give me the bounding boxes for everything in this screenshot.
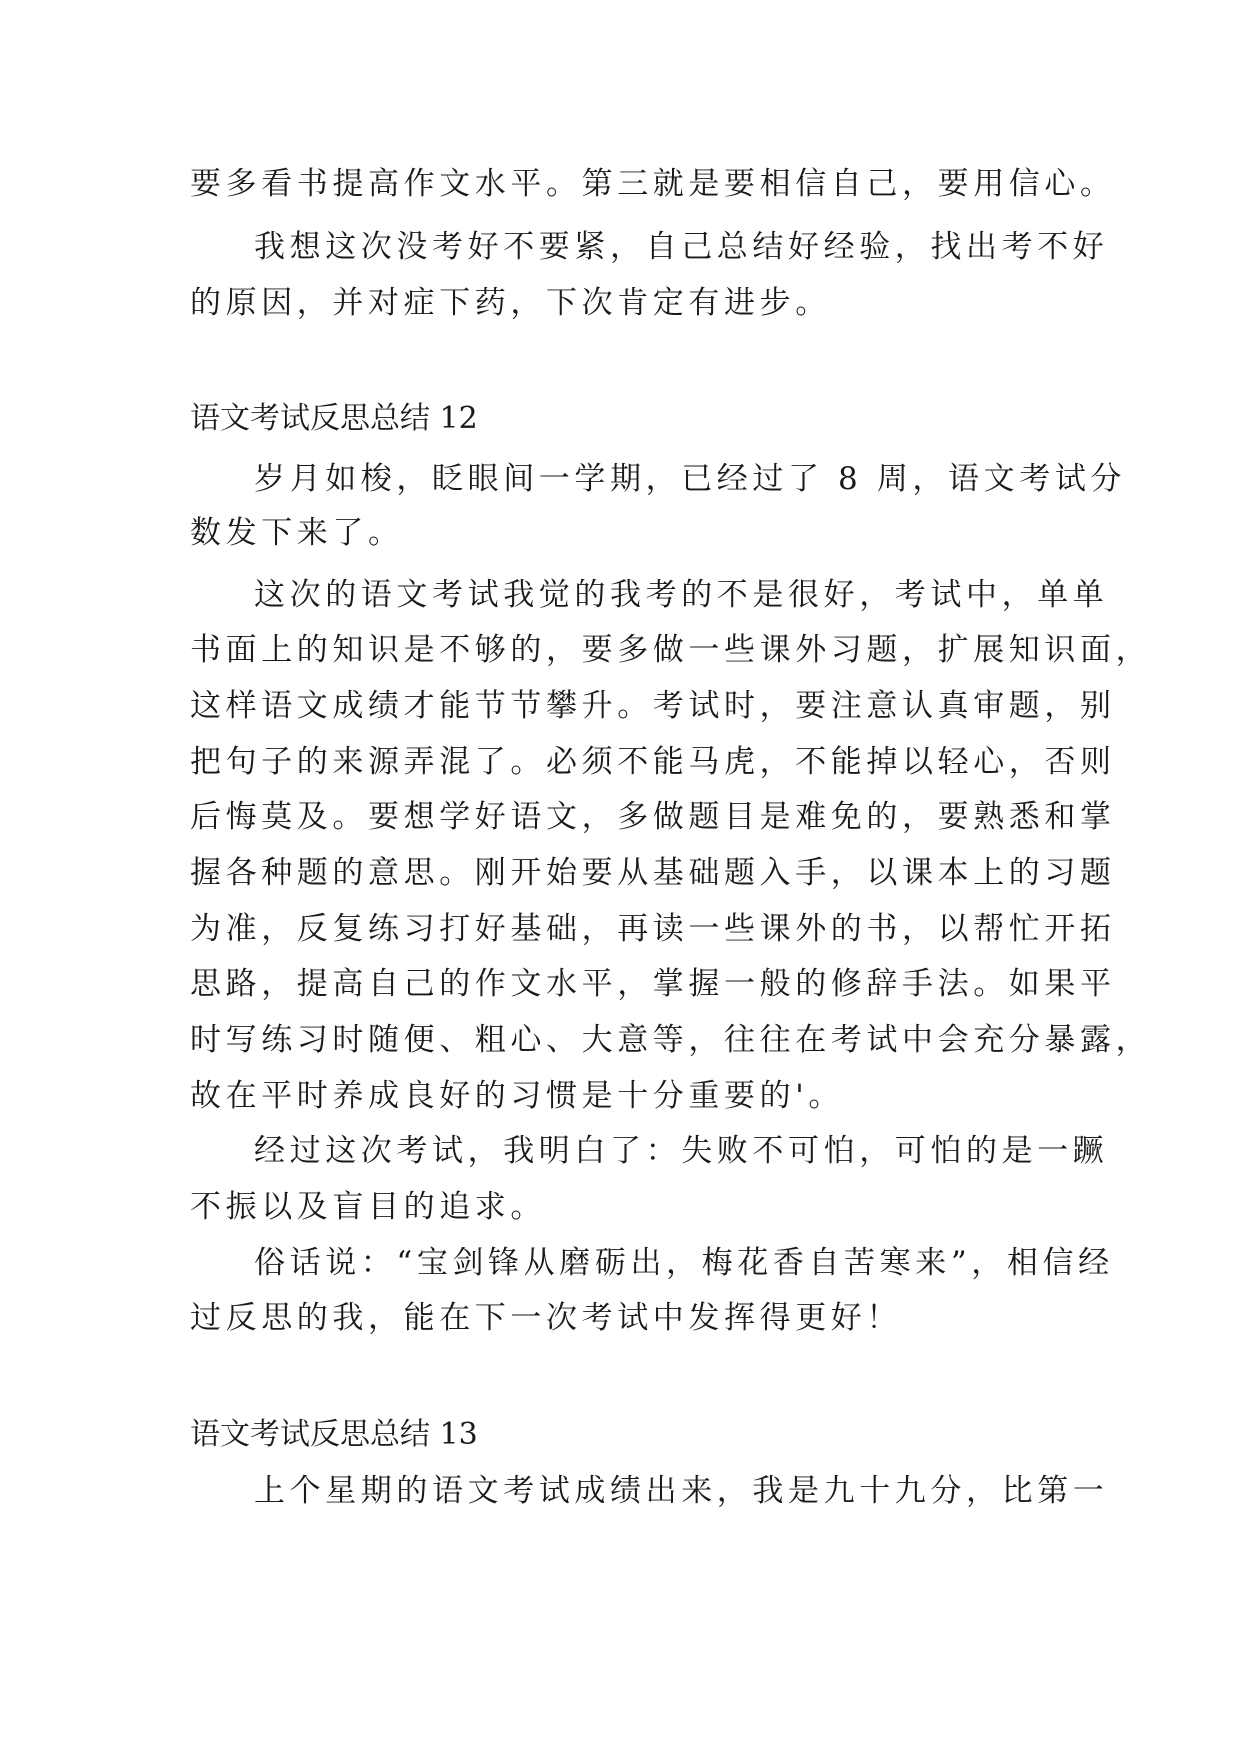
paragraph-line: 要多看书提高作文水平。第三就是要相信自己，要用信心。 bbox=[190, 166, 1116, 202]
paragraph-line: 这样语文成绩才能节节攀升。考试时，要注意认真审题，别 bbox=[190, 688, 1116, 724]
paragraph-line: 数发下来了。 bbox=[190, 515, 404, 551]
paragraph-line: 思路，提高自己的作文水平，掌握一般的修辞手法。如果平 bbox=[190, 966, 1116, 1002]
paragraph-line: 故在平时养成良好的习惯是十分重要的'。 bbox=[190, 1078, 844, 1114]
paragraph-line: 后悔莫及。要想学好语文，多做题目是难免的，要熟悉和掌 bbox=[190, 799, 1116, 835]
paragraph-line: 的原因，并对症下药，下次肯定有进步。 bbox=[190, 285, 831, 321]
paragraph-line: 经过这次考试，我明白了：失败不可怕，可怕的是一蹶 bbox=[254, 1133, 1109, 1169]
paragraph-line: 我想这次没考好不要紧，自己总结好经验，找出考不好 bbox=[254, 229, 1109, 265]
paragraph-line: 俗话说：“宝剑锋从磨砺出，梅花香自苦寒来”，相信经 bbox=[254, 1245, 1114, 1281]
paragraph-line: 这次的语文考试我觉的我考的不是很好，考试中，单单 bbox=[254, 577, 1109, 613]
paragraph-line: 书面上的知识是不够的，要多做一些课外习题，扩展知识面， bbox=[190, 632, 1152, 668]
paragraph-line: 时写练习时随便、粗心、大意等，往往在考试中会充分暴露， bbox=[190, 1022, 1152, 1058]
paragraph-line: 不振以及盲目的追求。 bbox=[190, 1189, 546, 1225]
paragraph-line: 上个星期的语文考试成绩出来，我是九十九分，比第一 bbox=[254, 1473, 1109, 1509]
paragraph-line: 过反思的我，能在下一次考试中发挥得更好！ bbox=[190, 1300, 902, 1336]
paragraph-line: 握各种题的意思。刚开始要从基础题入手，以课本上的习题 bbox=[190, 855, 1116, 891]
section-heading: 语文考试反思总结 12 bbox=[190, 401, 478, 436]
section-heading: 语文考试反思总结 13 bbox=[190, 1417, 478, 1452]
paragraph-line: 岁月如梭，眨眼间一学期，已经过了 8 周，语文考试分 bbox=[254, 461, 1127, 497]
paragraph-line: 把句子的来源弄混了。必须不能马虎，不能掉以轻心，否则 bbox=[190, 744, 1116, 780]
paragraph-line: 为准，反复练习打好基础，再读一些课外的书，以帮忙开拓 bbox=[190, 911, 1116, 947]
